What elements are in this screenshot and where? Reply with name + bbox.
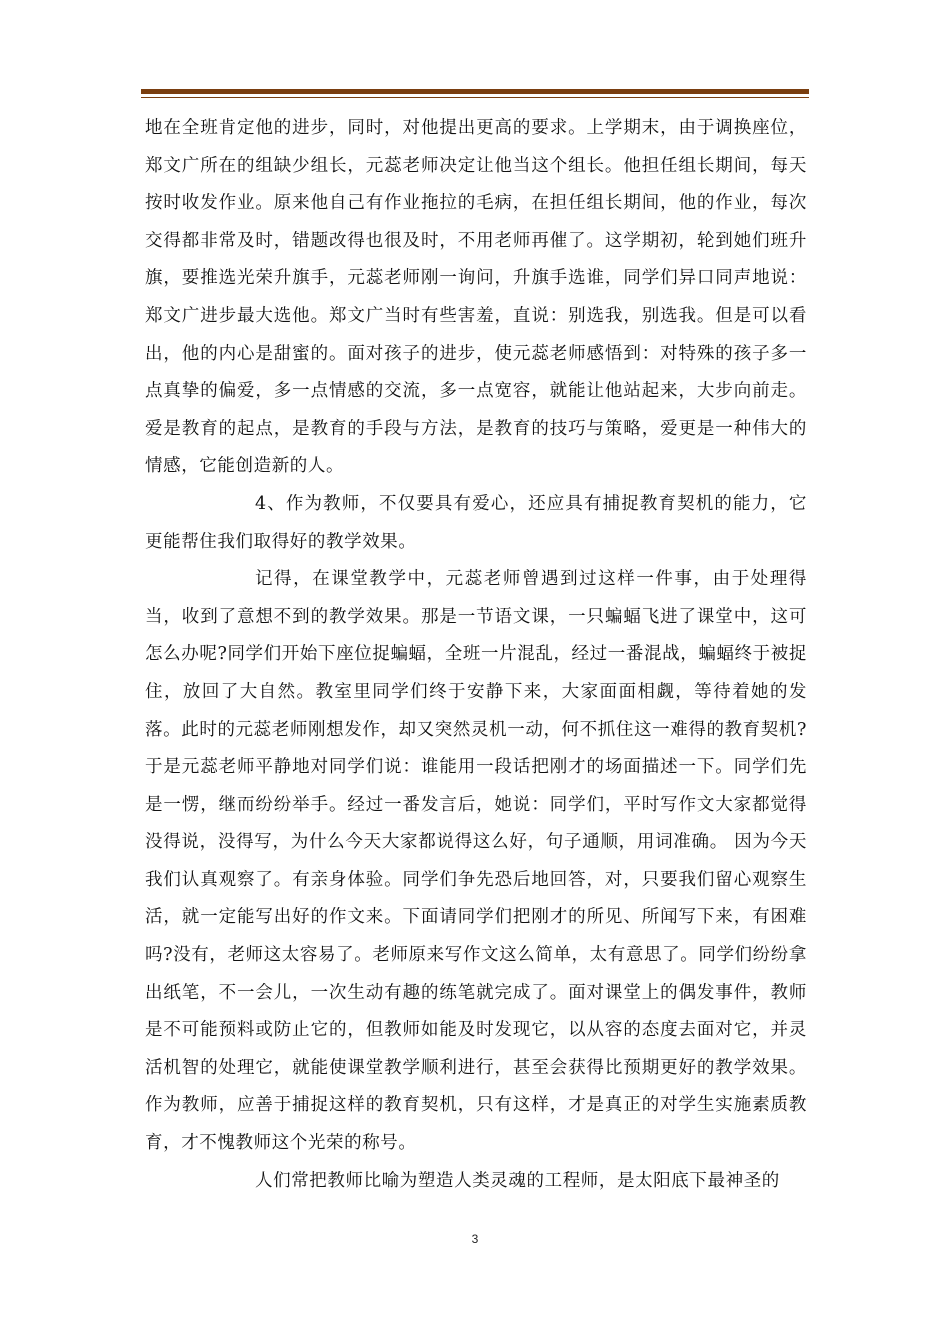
page-number: 3 — [471, 1232, 479, 1246]
paragraph-point-4: 4、作为教师，不仅要具有爱心，还应具有捕捉教育契机的能力，它更能帮住我们取得好的教学效果。 — [145, 493, 807, 552]
paragraph-classroom-story: 记得，在课堂教学中，元蕊老师曾遇到过这样一件事，由于处理得当，收到了意想不到的教学效果。那是一节语文课，一只蝙蝠飞进了课堂中，这可怎么办呢?同学们开始下座位捉蝙蝠，全班一片混乱，经过一番混战，蝙蝠终于被捉住，放回了大自然。教室里同学们终于安静下来，大家面面相觑，等待着她的发落。此时的元蕊老师刚想发作，却又突然灵机一动，何不抓住这一难得的教育契机?于是元蕊老师平静地对同学们说：谁能用一段话把刚才的场面描述一下。同学们先是一愣，继而纷纷举手。经过一番发言后，她说：同学们，平时写作文大家都觉得没得说，没得写，为什么今天大家都说得这么好，句子通顺，用词准确。 因为今天我们认真观察了。有亲身体验。同学们争先恐后地回答，对，只要我们留心观察生活，就一定能写出好的作文来。下面请同学们把刚才的所见、所闻写下来，有困难吗?没有，老师这太容易了。老师原来写作文这么简单，太有意思了。同学们纷纷拿出纸笔，不一会儿，一次生动有趣的练笔就完成了。面对课堂上的偶发事件，教师是不可能预料或防止它的，但教师如能及时发现它，以从容的态度去面对它，并灵活机智的处理它，就能使课堂教学顺利进行，甚至会获得比预期更好的教学效果。作为教师，应善于捕捉这样的教育契机，只有这样，才是真正的对学生实施素质教育，才不愧教师这个光荣的称号。 — [145, 569, 807, 1154]
body-text — [145, 110, 807, 1200]
header-rule-thick — [141, 89, 809, 94]
paragraph-continued: 地在全班肯定他的进步，同时，对他提出更高的要求。上学期末，由于调换座位，郑文广所在的组缺少组长，元蕊老师决定让他当这个组长。他担任组长期间，每天按时收发作业。原来他自己有作业拖拉的毛病，在担任组长期间，他的作业，每次交得都非常及时，错题改得也很及时，不用老师再催了。这学期初，轮到她们班升旗，要推选光荣升旗手，元蕊老师刚一询问，升旗手选谁，同学们异口同声地说：郑文广进步最大选他。郑文广当时有些害羞，直说：别选我，别选我。但是可以看出，他的内心是甜蜜的。面对孩子的进步，使元蕊老师感悟到：对特殊的孩子多一点真挚的偏爱，多一点情感的交流，多一点宽容，就能让他站起来，大步向前走。爱是教育的起点，是教育的手段与方法，是教育的技巧与策略，爱更是一种伟大的情感，它能创造新的人。 — [145, 118, 807, 477]
header-rule-thin — [141, 97, 809, 98]
paragraph-closing: 人们常把教师比喻为塑造人类灵魂的工程师，是太阳底下最神圣的 — [255, 1170, 780, 1191]
